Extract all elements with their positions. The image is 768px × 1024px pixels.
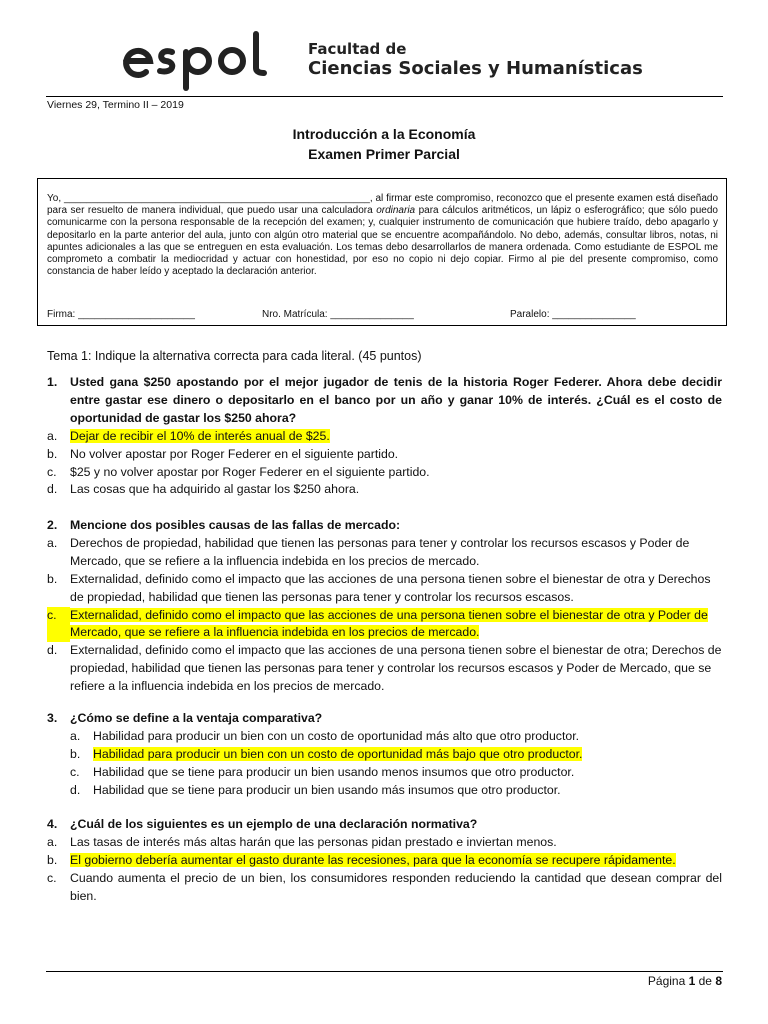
option-label: d. — [47, 643, 58, 658]
option-text-highlighted: Dejar de recibir el 10% de interés anual de $25. — [70, 428, 330, 443]
commitment-text — [47, 193, 718, 278]
option-a[interactable] — [47, 428, 722, 446]
option-c[interactable] — [47, 607, 722, 643]
commitment-text-part1: Yo, _______________________________________________________, al firmar este compromiso, reconozco que el presente examen está diseñado para ser resuelto de manera individual, que puedo usar una calculadora — [47, 193, 718, 217]
option-label: c. — [47, 870, 57, 885]
commitment-text-part2: para cálculos aritméticos, un lápiz o esferográfico; que sólo puedo comunicarme con la persona responsable de la recepción del examen; y, cualquier instrumento de comunicación que hubiere traído, debo apagarlo y depositarlo en la parte anterior del aula, junto con algún otro material que se encuentre acompañándolo. No debo, además, consultar libros, notas, ni apuntes adicionales a las que se entreguen en esta evaluación. Los temas debo desarrollarlos de manera ordenada. Como estudiante de ESPOL me comprometo a combatir la mediocridad y actuar con honestidad, por eso no copio ni dejo copiar. Firmo al pie del presente compromiso, como constancia de haber leído y aceptado la declaración anterior. — [47, 205, 718, 278]
option-c[interactable] — [47, 464, 722, 482]
option-label: c. — [47, 464, 57, 479]
question-text: Mencione dos posibles causas de las fallas de mercado: — [70, 518, 401, 532]
section-field[interactable]: Paralelo: _______________ — [510, 309, 636, 320]
option-text-highlighted: El gobierno debería aumentar el gasto durante las recesiones, para que la economía se recupere rápidamente. — [70, 852, 676, 867]
option-text: Externalidad, definido como el impacto que las acciones de una persona tienen sobre el bienestar de otra y Derechos de propiedad, habilidad que tienen las personas para tener y controlar los recursos escasos. — [70, 571, 711, 604]
option-text: Las tasas de interés más altas harán que las personas pidan prestado e inviertan menos. — [70, 834, 557, 849]
option-label: c. — [47, 607, 70, 643]
course-title: Introducción a la Economía — [292, 126, 476, 142]
faculty-line-1: Facultad de — [308, 40, 407, 58]
faculty-name — [308, 40, 643, 80]
option-a[interactable] — [70, 728, 722, 746]
option-c[interactable] — [47, 870, 722, 906]
option-label: b. — [47, 571, 58, 586]
option-text: Derechos de propiedad, habilidad que tienen las personas para tener y controlar los recursos escasos y Poder de Mercado, que se refiere a la influencia indebida en los precios de mercado. — [70, 535, 690, 568]
option-text-highlighted: Externalidad, definido como el impacto que las acciones de una persona tienen sobre el bienestar de otra y Poder de Mercado, que se refiere a la influencia indebida en los precios de mercado. — [70, 607, 708, 640]
enrollment-number-field[interactable]: Nro. Matrícula: _______________ — [262, 309, 414, 320]
option-label: c. — [70, 764, 80, 779]
signature-field[interactable]: Firma: _____________________ — [47, 309, 195, 320]
option-text: Habilidad que se tiene para producir un bien usando más insumos que otro productor. — [93, 782, 561, 797]
option-d[interactable] — [70, 782, 722, 800]
question-stem — [47, 374, 722, 428]
option-a[interactable] — [47, 834, 722, 852]
option-d[interactable] — [47, 642, 722, 696]
option-text: Las cosas que ha adquirido al gastar los $250 ahora. — [70, 482, 360, 497]
option-d[interactable] — [47, 481, 722, 499]
exam-date: Viernes 29, Termino II – 2019 — [47, 99, 184, 111]
option-label: b. — [47, 446, 58, 461]
question-number: 3. — [47, 711, 58, 725]
page-current: 1 — [688, 974, 696, 988]
page-number — [648, 974, 722, 988]
honor-commitment-box — [37, 178, 727, 326]
espol-logo — [120, 30, 280, 92]
option-label: a. — [70, 728, 81, 743]
question-text: ¿Cuál de los siguientes es un ejemplo de una declaración normativa? — [70, 817, 478, 831]
option-b[interactable] — [70, 746, 722, 764]
option-label: a. — [47, 834, 58, 849]
option-label: b. — [70, 746, 81, 761]
page-prefix: Página — [647, 974, 689, 988]
question-number: 4. — [47, 817, 58, 831]
question-number: 1. — [47, 375, 58, 389]
question-4 — [47, 816, 722, 906]
option-text: No volver apostar por Roger Federer en el siguiente partido. — [70, 446, 399, 461]
option-text: Habilidad para producir un bien con un costo de oportunidad más alto que otro productor. — [93, 728, 580, 743]
section-title: Tema 1: Indique la alternativa correcta para cada literal. (45 puntos) — [47, 349, 422, 363]
question-stem — [47, 710, 722, 728]
question-3 — [47, 710, 722, 800]
option-c[interactable] — [70, 764, 722, 782]
option-b[interactable] — [47, 446, 722, 464]
option-label: d. — [70, 782, 81, 797]
question-text: ¿Cómo se define a la ventaja comparativa? — [70, 711, 323, 725]
option-label: b. — [47, 852, 58, 867]
question-2 — [47, 517, 722, 696]
page-separator: de — [695, 974, 716, 988]
question-1 — [47, 374, 722, 499]
option-text: $25 y no volver apostar por Roger Federer en el siguiente partido. — [70, 464, 430, 479]
footer-divider — [46, 971, 723, 972]
option-b[interactable] — [47, 852, 722, 870]
option-b[interactable] — [47, 571, 722, 607]
exam-title: Examen Primer Parcial — [308, 146, 460, 162]
commitment-italic-word: ordinaria — [376, 205, 416, 217]
option-text: Externalidad, definido como el impacto que las acciones de una persona tienen sobre el bienestar de otra; Derechos de propiedad, habilidad que tienen las personas para tener y controlar los recursos escasos y Poder de Mercado, que se refiere a la influencia indebida en los precios de mercado. — [70, 643, 722, 694]
page-total: 8 — [715, 974, 722, 988]
question-stem — [47, 816, 722, 834]
option-text: Cuando aumenta el precio de un bien, los consumidores responden reduciendo la cantidad que desean comprar del bien. — [70, 870, 722, 903]
option-label: a. — [47, 428, 58, 443]
option-label: d. — [47, 482, 58, 497]
header-divider — [46, 96, 723, 97]
faculty-line-2: Ciencias Sociales y Humanísticas — [308, 58, 643, 79]
question-text: Usted gana $250 apostando por el mejor jugador de tenis de la historia Roger Federer. Ahora debe decidir entre gastar ese dinero o depositarlo en el banco por un año y ganar 10% de interés. ¿Cuál es el costo de oportunidad de gastar los $250 ahora? — [70, 375, 722, 425]
question-stem — [47, 517, 722, 535]
option-text-highlighted: Habilidad para producir un bien con un costo de oportunidad más bajo que otro productor. — [93, 746, 583, 761]
option-label: a. — [47, 535, 58, 550]
option-a[interactable] — [47, 535, 722, 571]
question-number: 2. — [47, 518, 58, 532]
option-text: Habilidad que se tiene para producir un bien usando menos insumos que otro productor. — [93, 764, 575, 779]
